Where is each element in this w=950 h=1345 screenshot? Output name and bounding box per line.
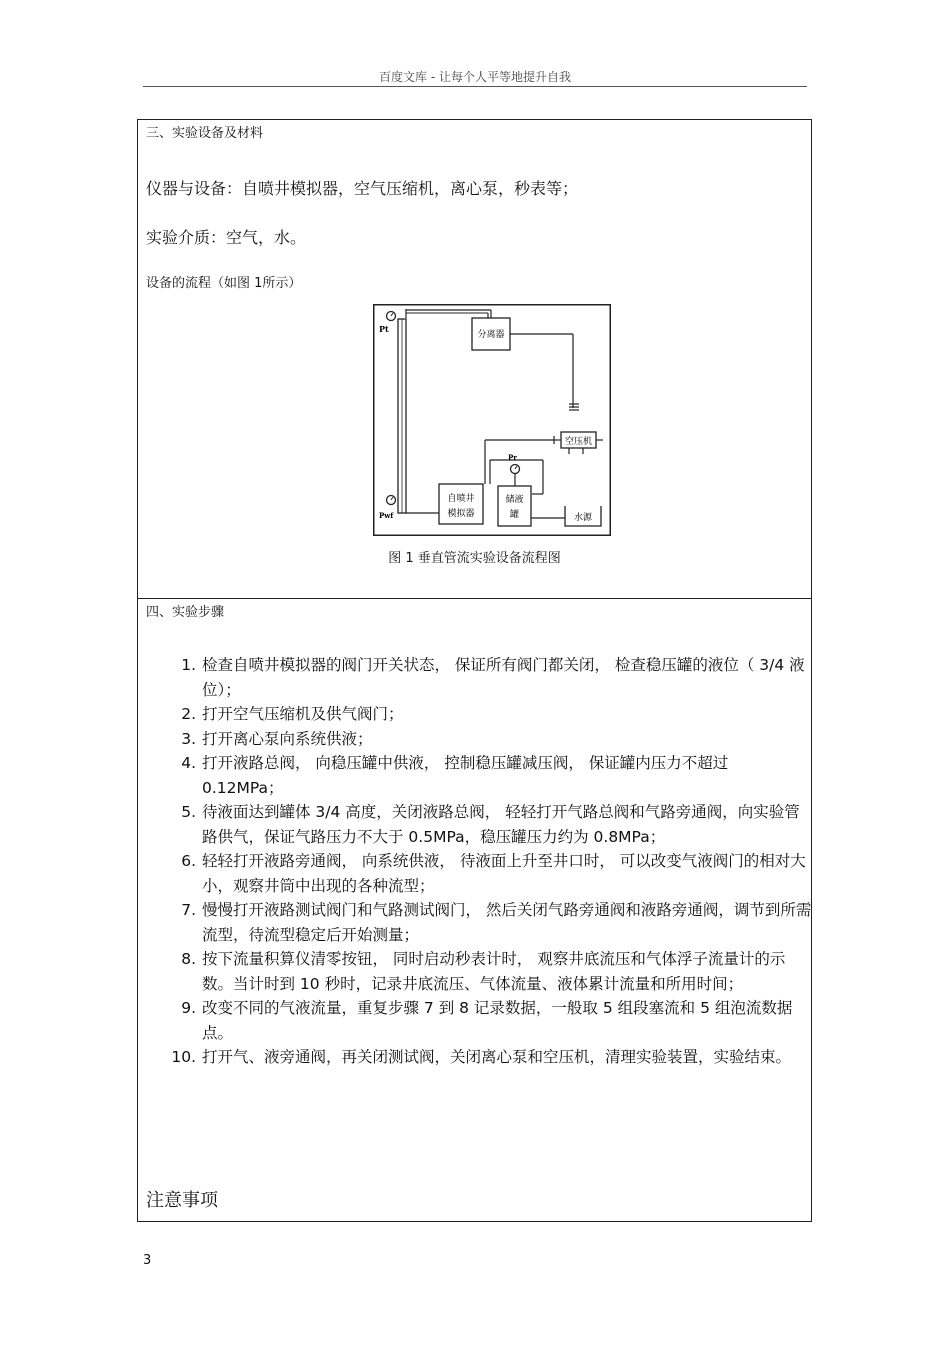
steps-list (172, 653, 812, 1070)
step-item (172, 947, 812, 996)
figure-caption: 图 1 垂直管流实验设备流程图 (388, 551, 561, 566)
header-divider (143, 86, 807, 87)
section-title-equipment: 三、实验设备及材料 (146, 126, 264, 141)
pt-label: Pt (379, 324, 389, 334)
step-item (172, 996, 812, 1045)
step-number: 8. (181, 950, 196, 968)
flow-intro: 设备的流程（如图 1所示） (146, 276, 302, 291)
step-number: 1. (181, 656, 196, 674)
pr-label: Pr (508, 453, 517, 462)
step-text: 打开离心泵向系统供液； (202, 729, 373, 748)
step-text: 打开液路总阀， 向稳压罐中供液， 控制稳压罐减压阀， 保证罐内压力不超过 0.12MPa； (202, 754, 729, 797)
step-text: 改变不同的气液流量，重复步骤 7 到 8 记录数据，一般取 5 组段塞流和 5 组泡流数据点。 (202, 999, 793, 1042)
section-title-steps: 四、实验步骤 (146, 605, 225, 620)
step-number: 6. (181, 852, 196, 870)
step-number: 4. (181, 754, 196, 772)
procedure-section (137, 598, 812, 1222)
step-number: 5. (181, 803, 196, 821)
step-item (172, 849, 812, 898)
separator-label: 分离器 (477, 330, 505, 340)
step-text: 检查自喷井模拟器的阀门开关状态， 保证所有阀门都关闭， 检查稳压罐的液位（ 3/4 液位）； (202, 656, 805, 699)
step-text: 待液面达到罐体 3/4 高度，关闭液路总阀， 轻轻打开气路总阀和气路旁通阀，向实验管路供气，保证气路压力不大于 0.5MPa，稳压罐压力约为 0.8MPa； (202, 803, 800, 846)
step-item (172, 800, 812, 849)
step-text: 打开气、液旁通阀，再关闭测试阀，关闭离心泵和空压机，清理实验装置，实验结束。 (202, 1048, 792, 1066)
step-item (172, 1045, 812, 1070)
step-number: 10. (171, 1048, 196, 1066)
step-number: 3. (181, 729, 196, 748)
step-text: 轻轻打开液路旁通阀， 向系统供液， 待液面上升至井口时， 可以改变气液阀门的相对大小，观察井筒中出现的各种流型； (202, 852, 806, 895)
step-number: 9. (181, 999, 196, 1017)
step-number: 7. (181, 901, 196, 919)
page-number: 3 (143, 1253, 152, 1268)
tank-box (498, 486, 531, 526)
step-item (172, 898, 812, 947)
instruments-line: 仪器与设备：自喷井模拟器，空气压缩机，离心泵，秒表等； (146, 179, 579, 198)
tank-label-1: 储液 (505, 495, 524, 505)
water-label: 水源 (573, 513, 593, 523)
step-item (172, 727, 812, 752)
step-item (172, 653, 812, 702)
step-item (172, 702, 812, 727)
step-number: 2. (181, 705, 196, 723)
compressor-label: 空压机 (564, 437, 593, 447)
flow-diagram (373, 304, 611, 536)
step-item (172, 751, 812, 800)
step-text: 打开空气压缩机及供气阀门； (202, 705, 404, 723)
step-text: 按下流量积算仪清零按钮， 同时启动秒表计时， 观察井底流压和气体浮子流量计的示数。当计时到 10 秒时，记录井底流压、气体流量、液体累计流量和所用时间； (202, 950, 786, 993)
equipment-section (137, 119, 812, 599)
simulator-label-2: 模拟器 (447, 509, 475, 519)
medium-line: 实验介质：空气，水。 (146, 228, 307, 247)
step-text: 慢慢打开液路测试阀门和气路测试阀门， 然后关闭气路旁通阀和液路旁通阀，调节到所需流型，待流型稳定后开始测量； (202, 901, 812, 944)
page-header: 百度文库 - 让每个人平等地提升自我 (379, 70, 571, 84)
tank-label-2: 罐 (509, 510, 520, 520)
pwf-label: Pwf (379, 511, 394, 520)
notes-heading: 注意事项 (146, 1190, 218, 1211)
simulator-label-1: 自喷井 (447, 494, 475, 504)
